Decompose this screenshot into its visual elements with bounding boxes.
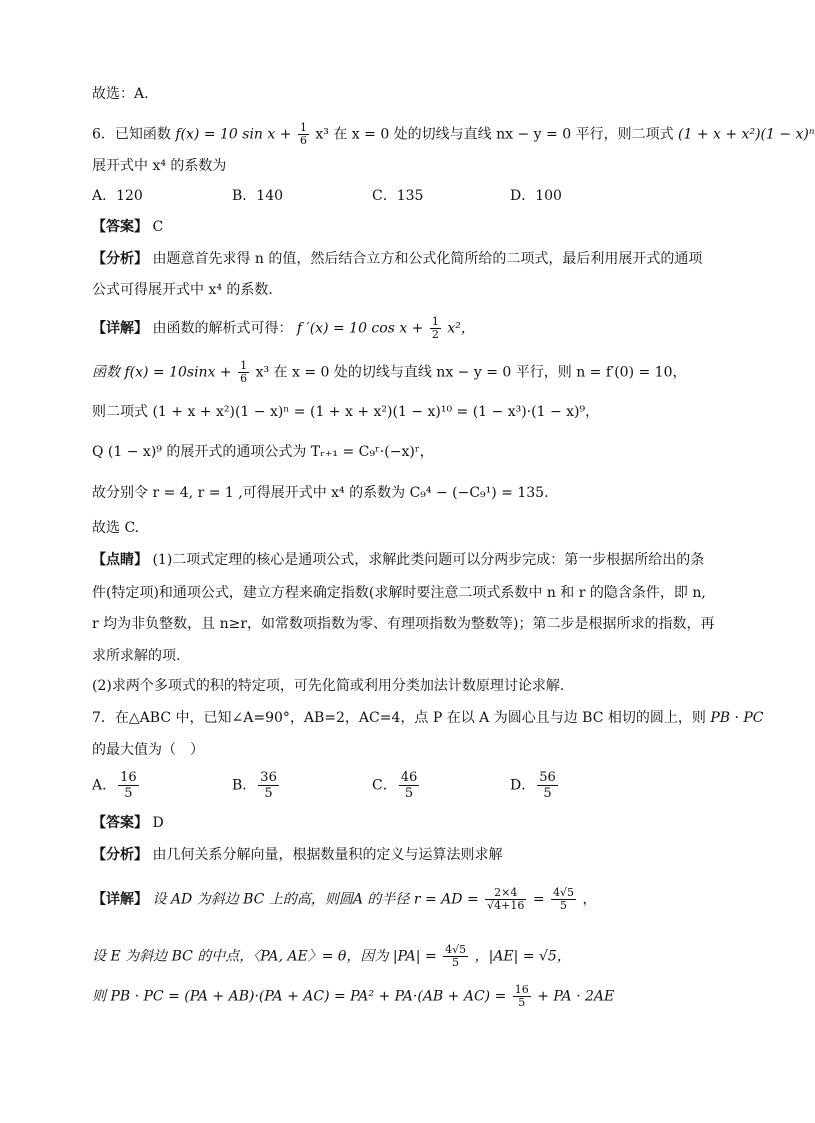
- detail-tag: 【详解】: [92, 891, 148, 908]
- numerator: 36: [260, 770, 277, 785]
- comment-tag: 【点睛】: [92, 552, 148, 568]
- option-b: [232, 770, 281, 801]
- answer-line: [92, 813, 164, 833]
- numerator: 16: [514, 983, 529, 996]
- option-c: C．135: [372, 188, 424, 204]
- numerator: 56: [539, 770, 556, 785]
- formula: f(x) = 10 sin x +: [175, 126, 292, 143]
- denominator: 6: [299, 134, 307, 147]
- denominator: 5: [124, 786, 133, 801]
- text: x³ 在 x = 0 处的切线与直线 nx − y = 0 平行，则 n = f′(0) = 10，: [255, 364, 687, 381]
- numerator: 2×4: [485, 887, 526, 900]
- numerator: 4√5: [553, 886, 575, 899]
- denominator: 5: [452, 956, 460, 969]
- denominator: 5: [264, 786, 273, 801]
- question-6-line-1: [92, 122, 815, 147]
- option-a: A．120: [92, 188, 143, 204]
- answer-value: D: [152, 815, 164, 831]
- option-c: [372, 770, 421, 801]
- analysis-line: [92, 845, 502, 865]
- detail-line-2: [92, 944, 571, 969]
- formula: x²，: [447, 320, 475, 337]
- denominator: 5: [560, 899, 568, 912]
- analysis-line-1: [92, 249, 702, 269]
- numerator: 1: [299, 121, 307, 134]
- question-7-line-2: 的最大值为（ ）: [92, 742, 204, 758]
- option-label: A．: [92, 777, 117, 794]
- fraction: [513, 984, 531, 1009]
- answer-tag: 【答案】: [92, 815, 148, 831]
- numerator: 1: [240, 359, 248, 372]
- formula: 则 PB · PC = (PA + AB)·(PA + AC) = PA² + PA·(AB + AC) =: [92, 988, 507, 1005]
- analysis-line-2: 公式可得展开式中 x⁴ 的系数.: [92, 282, 273, 298]
- equals: =: [532, 891, 545, 908]
- analysis-text: 由几何关系分解向量，根据数量积的定义与运算法则求解: [152, 847, 503, 863]
- fraction: [537, 770, 558, 801]
- option-d: [510, 770, 560, 801]
- analysis-tag: 【分析】: [92, 847, 148, 863]
- denominator: 2: [431, 328, 439, 341]
- formula: 设 E 为斜边 BC 的中点，〈PA, AE〉= θ，因为 |PA| =: [92, 948, 437, 965]
- denominator: 5: [404, 786, 414, 801]
- fraction: [298, 122, 309, 147]
- option-label: B．: [232, 777, 257, 794]
- comment-line-3: r 均为非负整数，且 n≥r，如常数项指数为零、有理项指数为整数等)；第二步是根据所求的指数，再: [92, 616, 715, 632]
- detail-line-1: [92, 316, 475, 341]
- numerator: 46: [400, 770, 418, 785]
- fraction: [238, 360, 249, 385]
- comment-line-4: 求所求解的项.: [92, 648, 181, 664]
- option-label: C．: [372, 777, 397, 794]
- option-d: D．100: [510, 188, 562, 204]
- formula: ，|AE| = √5，: [474, 948, 571, 965]
- analysis-tag: 【分析】: [92, 251, 148, 267]
- fraction: [551, 887, 576, 912]
- answer-line: [92, 217, 163, 237]
- denominator: 6: [240, 372, 248, 385]
- option-b: B．140: [232, 188, 284, 204]
- question-7-text: 7．在△ABC 中，已知∠A=90°，AB=2，AC=4，点 P 在以 A 为圆心且与边 BC 相切的圆上，则: [92, 710, 706, 726]
- question-7-options: [92, 770, 712, 804]
- text: 由函数的解析式可得：: [152, 320, 293, 337]
- formula: 函数 f(x) = 10sinx +: [92, 364, 232, 381]
- question-7-line-1: [92, 708, 764, 728]
- answer-value: C: [152, 219, 164, 235]
- formula: 设 AD 为斜边 BC 上的高，则圆A 的半径 r = AD =: [152, 891, 479, 908]
- denominator: 5: [518, 996, 526, 1009]
- vector-product: PB · PC: [710, 710, 764, 726]
- denominator: √4+16: [487, 899, 525, 912]
- detail-line-3: [92, 984, 614, 1009]
- detail-line-3: 则二项式 (1 + x + x²)(1 − x)ⁿ = (1 + x + x²)(1 − x)¹⁰ = (1 − x³)·(1 − x)⁹，: [92, 404, 600, 420]
- fraction: [258, 770, 279, 801]
- numerator: 4√5: [445, 943, 467, 956]
- question-6-line-2: 展开式中 x⁴ 的系数为: [92, 158, 227, 174]
- fraction: [485, 887, 526, 912]
- analysis-text: 由题意首先求得 n 的值，然后结合立方和公式化简所给的二项式，最后利用展开式的通项: [152, 251, 703, 267]
- option-a: [92, 770, 141, 801]
- answer-tag: 【答案】: [92, 219, 148, 235]
- comma: ，: [582, 891, 597, 908]
- numerator: 1: [431, 315, 439, 328]
- detail-line-6: 故选 C.: [92, 520, 140, 536]
- comment-text: (1)二项式定理的核心是通项公式，求解此类问题可以分两步完成：第一步根据所给出的条: [152, 552, 705, 568]
- text: x³ 在 x = 0 处的切线与直线 nx − y = 0 平行，则二项式: [315, 126, 674, 143]
- fraction: [430, 316, 441, 341]
- fraction: [118, 770, 139, 801]
- detail-line-1: [92, 887, 597, 912]
- fraction: [399, 770, 420, 801]
- detail-line-5: 故分别令 r = 4, r = 1 ,可得展开式中 x⁴ 的系数为 C₉⁴ − (−C₉¹) = 135.: [92, 485, 549, 501]
- denominator: 5: [543, 786, 552, 801]
- comment-line-2: 件(特定项)和通项公式，建立方程来确定指数(求解时要注意二项式系数中 n 和 r 的隐含条件，即 n,: [92, 585, 706, 601]
- option-label: D．: [510, 777, 536, 794]
- numerator: 16: [120, 770, 137, 785]
- comment-line-5: (2)求两个多项式的积的特定项，可先化简或利用分类加法计数原理讨论求解.: [92, 678, 565, 694]
- formula: (1 + x + x²)(1 − x)ⁿ: [678, 126, 815, 143]
- comment-line-1: [92, 550, 704, 570]
- detail-line-2: [92, 360, 686, 385]
- fraction: [443, 944, 468, 969]
- detail-tag: 【详解】: [92, 320, 148, 337]
- formula: f ′(x) = 10 cos x +: [296, 320, 424, 337]
- question-6-intro: 6．已知函数: [92, 126, 171, 143]
- formula: + PA · 2AE: [537, 988, 615, 1005]
- text-line: 故选：A.: [92, 86, 149, 102]
- detail-line-4: Q (1 − x)⁹ 的展开式的通项公式为 Tᵣ₊₁ = C₉ʳ·(−x)ʳ，: [92, 444, 434, 460]
